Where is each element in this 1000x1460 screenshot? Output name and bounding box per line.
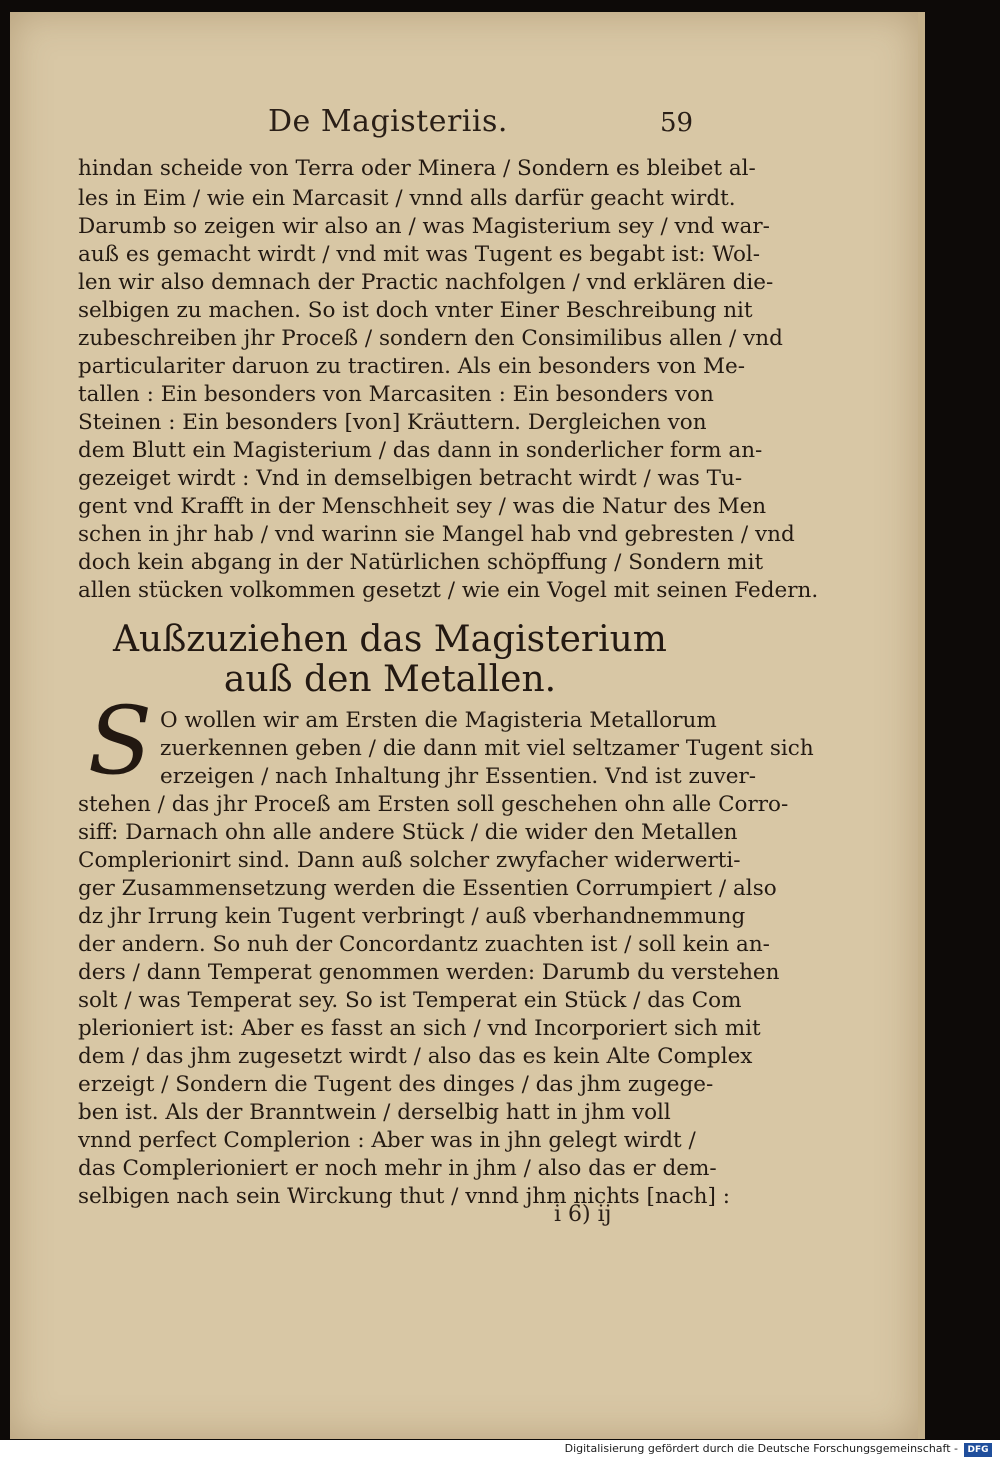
text-line: stehen / das jhr Proceß am Ersten soll geschehen ohn alle Corro-	[78, 792, 789, 817]
text-line: der andern. So nuh der Concordantz zuachten ist / soll kein an-	[78, 932, 770, 957]
running-head: De Magisteriis.	[268, 104, 508, 139]
text-line: doch kein abgang in der Natürlichen schöpffung / Sondern mit	[78, 550, 764, 575]
text-line: plerioniert ist: Aber es fasst an sich / vnd Incorporiert sich mit	[78, 1016, 761, 1041]
text-line: les in Eim / wie ein Marcasit / vnnd alls darfür geacht wirdt.	[78, 186, 736, 211]
text-line: schen in jhr hab / vnd warinn sie Mangel hab vnd gebresten / vnd	[78, 522, 795, 547]
text-line: siff: Darnach ohn alle andere Stück / die wider den Metallen	[78, 820, 738, 845]
text-line: tallen : Ein besonders von Marcasiten : Ein besonders von	[78, 382, 714, 407]
text-line: solt / was Temperat sey. So ist Temperat ein Stück / das Com	[78, 988, 742, 1013]
funding-credit: Digitalisierung gefördert durch die Deutsche Forschungsgemeinschaft -	[564, 1442, 958, 1455]
text-line: erzeigt / Sondern die Tugent des dinges / das jhm zugege-	[78, 1072, 714, 1097]
text-line: Steinen : Ein besonders [von] Kräuttern. Dergleichen von	[78, 410, 707, 435]
page-edge	[918, 12, 925, 1439]
text-line: ger Zusammensetzung werden die Essentien Corrumpiert / also	[78, 876, 777, 901]
text-line: ders / dann Temperat genommen werden: Darumb du verstehen	[78, 960, 780, 985]
text-line: das Complerioniert er noch mehr in jhm / also das er dem-	[78, 1156, 717, 1181]
text-line: hindan scheide von Terra oder Minera / Sondern es bleibet al-	[78, 156, 756, 181]
text-line: Darumb so zeigen wir also an / was Magisterium sey / vnd war-	[78, 214, 770, 239]
text-line: dz jhr Irrung kein Tugent verbringt / auß vberhandnemmung	[78, 904, 746, 929]
text-line: gent vnd Krafft in der Menschheit sey / was die Natur des Men	[78, 494, 767, 519]
text-line: len wir also demnach der Practic nachfolgen / vnd erklären die-	[78, 270, 774, 295]
page-number: 59	[660, 108, 694, 138]
text-line: allen stücken volkommen gesetzt / wie ein Vogel mit seinen Federn.	[78, 578, 819, 603]
text-line: auß es gemacht wirdt / vnd mit was Tugent es begabt ist: Wol-	[78, 242, 761, 267]
signature-mark: i 6) ij	[554, 1202, 612, 1227]
dfg-logo: DFG	[964, 1443, 992, 1457]
drop-capital: S	[87, 687, 153, 796]
section-title-line: Außzuziehen das Magisterium	[113, 619, 667, 660]
text-line: O wollen wir am Ersten die Magisteria Metallorum	[160, 708, 717, 733]
text-line: Complerionirt sind. Dann auß solcher zwyfacher widerwerti-	[78, 848, 741, 873]
section-title-line: auß den Metallen.	[223, 659, 557, 700]
book-page	[10, 12, 918, 1439]
text-line: zubeschreiben jhr Proceß / sondern den Consimilibus allen / vnd	[78, 326, 783, 351]
footer-bar	[0, 1440, 1000, 1460]
text-line: selbigen zu machen. So ist doch vnter Einer Beschreibung nit	[78, 298, 753, 323]
text-line: erzeigen / nach Inhaltung jhr Essentien. Vnd ist zuver-	[160, 764, 757, 789]
text-line: zuerkennen geben / die dann mit viel seltzamer Tugent sich	[160, 736, 814, 761]
page-header	[10, 104, 918, 148]
text-line: gezeiget wirdt : Vnd in demselbigen betracht wirdt / was Tu-	[78, 466, 743, 491]
text-line: ben ist. Als der Branntwein / derselbig hatt in jhm voll	[78, 1100, 671, 1125]
text-line: vnnd perfect Complerion : Aber was in jhn gelegt wirdt /	[78, 1128, 696, 1153]
text-line: dem / das jhm zugesetzt wirdt / also das es kein Alte Complex	[78, 1044, 753, 1069]
text-line: dem Blutt ein Magisterium / das dann in sonderlicher form an-	[78, 438, 763, 463]
text-line: selbigen nach sein Wirckung thut / vnnd jhm nichts [nach] :	[78, 1184, 730, 1209]
text-line: particulariter daruon zu tractiren. Als ein besonders von Me-	[78, 354, 746, 379]
